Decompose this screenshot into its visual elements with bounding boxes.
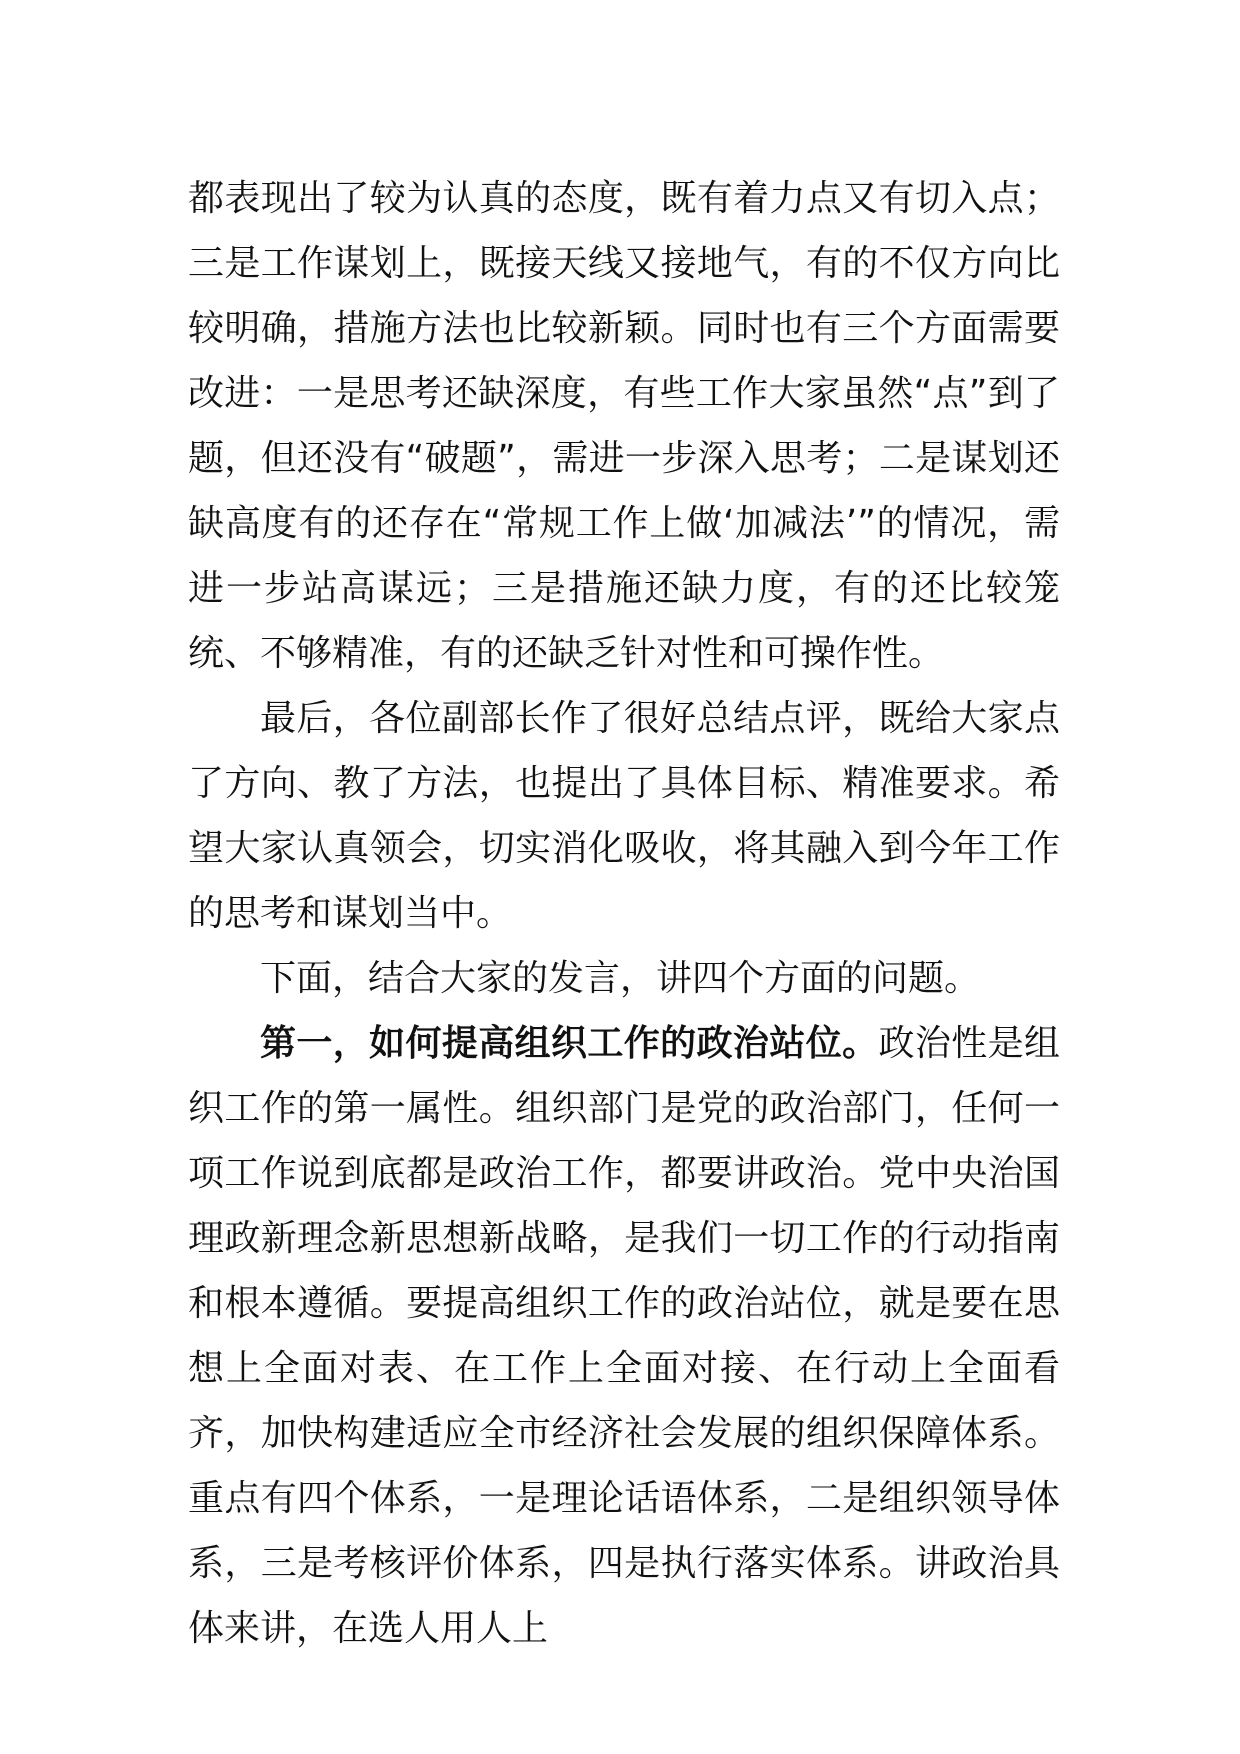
paragraph-2-text: 最后，各位副部长作了很好总结点评，既给大家点了方向、教了方法，也提出了具体目标、精准要求。希望大家认真领会，切实消化吸收，将其融入到今年工作的思考和谋划当中。: [188, 698, 1060, 934]
document-body: [188, 166, 1060, 1661]
paragraph-2: [188, 686, 1060, 946]
paragraph-3: [188, 946, 1060, 1011]
paragraph-4-heading: 第一，如何提高组织工作的政治站位。: [260, 1023, 879, 1064]
paragraph-4: [188, 1011, 1060, 1661]
paragraph-3-text: 下面，结合大家的发言，讲四个方面的问题。: [260, 958, 981, 999]
paragraph-1-text: 都表现出了较为认真的态度，既有着力点又有切入点；三是工作谋划上，既接天线又接地气，有的不仅方向比较明确，措施方法也比较新颖。同时也有三个方面需要改进：一是思考还缺深度，有些工作大家虽然“点”到了题，但还没有“破题”，需进一步深入思考；二是谋划还缺高度有的还存在“常规工作上做‘加减法’”的情况，需进一步站高谋远；三是措施还缺力度，有的还比较笼统、不够精准，有的还缺乏针对性和可操作性。: [188, 178, 1060, 674]
paragraph-4-text: 政治性是组织工作的第一属性。组织部门是党的政治部门，任何一项工作说到底都是政治工作，都要讲政治。党中央治国理政新理念新思想新战略，是我们一切工作的行动指南和根本遵循。要提高组织工作的政治站位，就是要在思想上全面对表、在工作上全面对接、在行动上全面看齐，加快构建适应全市经济社会发展的组织保障体系。重点有四个体系，一是理论话语体系，二是组织领导体系，三是考核评价体系，四是执行落实体系。讲政治具体来讲，在选人用人上: [188, 1023, 1060, 1649]
paragraph-1: [188, 166, 1060, 686]
